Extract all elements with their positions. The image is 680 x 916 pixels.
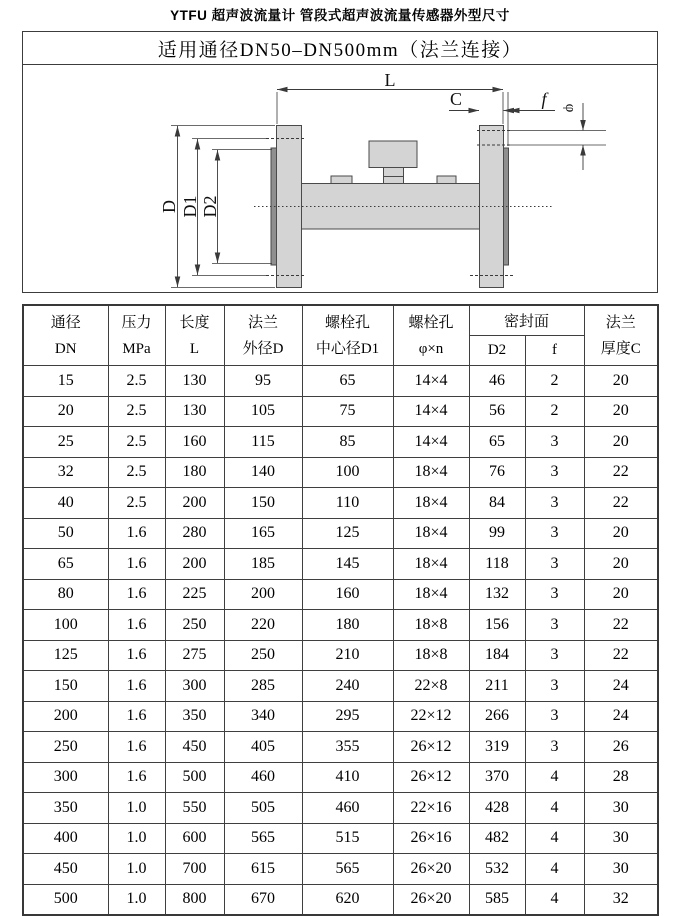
table-cell: 1.0	[108, 793, 165, 824]
table-cell: 450	[23, 854, 108, 885]
table-cell: 500	[165, 762, 224, 793]
header-line: 法兰	[247, 314, 278, 331]
table-cell: 2	[525, 396, 584, 427]
table-cell: 600	[165, 823, 224, 854]
table-cell: 3	[525, 732, 584, 763]
table-cell: 40	[23, 488, 108, 519]
table-cell: 56	[469, 396, 525, 427]
table-cell: 76	[469, 457, 525, 488]
table-cell: 24	[584, 671, 658, 702]
header-length	[165, 305, 224, 366]
table-cell: 25	[23, 427, 108, 458]
header-seal-f: f	[525, 336, 584, 366]
table-row	[23, 457, 658, 488]
table-cell: 1.6	[108, 549, 165, 580]
table-cell: 3	[525, 610, 584, 641]
table-cell: 350	[23, 793, 108, 824]
table-cell: 532	[469, 854, 525, 885]
table-cell: 26×12	[393, 762, 469, 793]
table-cell: 165	[224, 518, 302, 549]
table-cell: 132	[469, 579, 525, 610]
table-cell: 28	[584, 762, 658, 793]
table-cell: 275	[165, 640, 224, 671]
table-cell: 670	[224, 884, 302, 915]
table-cell: 145	[302, 549, 393, 580]
table-cell: 450	[165, 732, 224, 763]
header-line: 压力	[121, 314, 152, 331]
table-cell: 80	[23, 579, 108, 610]
table-cell: 18×8	[393, 610, 469, 641]
table-cell: 20	[584, 366, 658, 397]
table-cell: 240	[302, 671, 393, 702]
dim-label-bolt-hole-dia: φ	[562, 103, 578, 113]
table-row	[23, 549, 658, 580]
dim-label-length: L	[384, 70, 396, 90]
table-cell: 26×20	[393, 854, 469, 885]
junction-box	[369, 141, 417, 168]
table-cell: 3	[525, 518, 584, 549]
table-row	[23, 854, 658, 885]
table-cell: 460	[302, 793, 393, 824]
sensor-outline-drawing	[0, 0, 680, 300]
table-cell: 22	[584, 457, 658, 488]
table-cell: 3	[525, 427, 584, 458]
table-cell: 280	[165, 518, 224, 549]
table-cell: 20	[584, 549, 658, 580]
table-cell: 285	[224, 671, 302, 702]
table-cell: 30	[584, 854, 658, 885]
table-row	[23, 366, 658, 397]
table-cell: 14×4	[393, 396, 469, 427]
table-cell: 700	[165, 854, 224, 885]
table-cell: 410	[302, 762, 393, 793]
table-row	[23, 732, 658, 763]
table-cell: 2	[525, 366, 584, 397]
table-cell: 295	[302, 701, 393, 732]
table-cell: 105	[224, 396, 302, 427]
table-cell: 3	[525, 671, 584, 702]
table-cell: 110	[302, 488, 393, 519]
junction-box-neck	[384, 168, 404, 184]
table-cell: 210	[302, 640, 393, 671]
table-cell: 150	[224, 488, 302, 519]
header-line: 法兰	[605, 314, 636, 331]
table-row	[23, 884, 658, 915]
table-row	[23, 579, 658, 610]
table-cell: 2.5	[108, 488, 165, 519]
dimension-table-body	[23, 366, 658, 916]
table-cell: 85	[302, 427, 393, 458]
table-cell: 1.6	[108, 762, 165, 793]
header-flange-od	[224, 305, 302, 366]
table-header	[23, 305, 658, 366]
table-cell: 184	[469, 640, 525, 671]
applicable-range-subtitle: 适用通径DN50–DN500mm（法兰连接）	[23, 32, 657, 65]
table-row	[23, 488, 658, 519]
dim-label-bolt-circle: D1	[180, 195, 200, 218]
table-cell: 156	[469, 610, 525, 641]
table-cell: 400	[23, 823, 108, 854]
header-line: DN	[54, 340, 77, 357]
table-cell: 319	[469, 732, 525, 763]
table-cell: 125	[302, 518, 393, 549]
table-cell: 225	[165, 579, 224, 610]
table-cell: 428	[469, 793, 525, 824]
table-row	[23, 823, 658, 854]
table-cell: 250	[165, 610, 224, 641]
header-line: 螺栓孔	[324, 314, 370, 331]
table-row	[23, 427, 658, 458]
table-cell: 200	[165, 488, 224, 519]
table-cell: 1.6	[108, 640, 165, 671]
table-cell: 2.5	[108, 366, 165, 397]
table-cell: 22×12	[393, 701, 469, 732]
table-cell: 2.5	[108, 427, 165, 458]
table-cell: 24	[584, 701, 658, 732]
table-cell: 30	[584, 793, 658, 824]
table-cell: 22	[584, 640, 658, 671]
header-flange-thickness	[584, 305, 658, 366]
table-cell: 22×8	[393, 671, 469, 702]
header-seal-d2: D2	[469, 336, 525, 366]
table-row	[23, 518, 658, 549]
header-bolt-circle	[302, 305, 393, 366]
dim-label-flange-od: D	[159, 200, 179, 213]
table-cell: 4	[525, 884, 584, 915]
left-seal-face	[271, 148, 277, 265]
table-cell: 200	[165, 549, 224, 580]
table-cell: 355	[302, 732, 393, 763]
table-cell: 1.0	[108, 884, 165, 915]
table-row	[23, 671, 658, 702]
table-row	[23, 396, 658, 427]
table-cell: 30	[584, 823, 658, 854]
table-cell: 130	[165, 396, 224, 427]
table-cell: 140	[224, 457, 302, 488]
table-cell: 350	[165, 701, 224, 732]
table-cell: 1.6	[108, 579, 165, 610]
table-cell: 460	[224, 762, 302, 793]
table-cell: 1.6	[108, 701, 165, 732]
table-cell: 3	[525, 488, 584, 519]
table-cell: 300	[165, 671, 224, 702]
table-cell: 340	[224, 701, 302, 732]
table-cell: 95	[224, 366, 302, 397]
header-line: φ×n	[418, 340, 444, 357]
table-cell: 26×12	[393, 732, 469, 763]
table-row	[23, 701, 658, 732]
page-title: YTFU 超声波流量计 管段式超声波流量传感器外型尺寸	[170, 8, 510, 23]
dim-label-seal-face-height: f	[541, 89, 547, 109]
table-cell: 160	[165, 427, 224, 458]
header-line: 通径	[50, 314, 81, 331]
table-cell: 180	[165, 457, 224, 488]
table-cell: 22	[584, 488, 658, 519]
table-cell: 4	[525, 762, 584, 793]
table-cell: 115	[224, 427, 302, 458]
table-cell: 220	[224, 610, 302, 641]
table-cell: 22	[584, 610, 658, 641]
table-cell: 515	[302, 823, 393, 854]
header-bolt-holes	[393, 305, 469, 366]
table-cell: 180	[302, 610, 393, 641]
table-cell: 200	[23, 701, 108, 732]
table-cell: 565	[302, 854, 393, 885]
header-line: MPa	[122, 340, 151, 357]
table-cell: 14×4	[393, 427, 469, 458]
header-line: 长度	[179, 314, 210, 331]
table-cell: 500	[23, 884, 108, 915]
table-cell: 20	[584, 427, 658, 458]
table-cell: 4	[525, 823, 584, 854]
table-cell: 1.6	[108, 671, 165, 702]
table-cell: 150	[23, 671, 108, 702]
table-cell: 22×16	[393, 793, 469, 824]
table-cell: 18×4	[393, 518, 469, 549]
table-cell: 250	[224, 640, 302, 671]
table-cell: 50	[23, 518, 108, 549]
table-cell: 4	[525, 793, 584, 824]
table-cell: 3	[525, 457, 584, 488]
header-line: 螺栓孔	[408, 314, 454, 331]
header-line: 外径D	[242, 340, 284, 357]
table-cell: 615	[224, 854, 302, 885]
table-cell: 125	[23, 640, 108, 671]
table-cell: 550	[165, 793, 224, 824]
header-line: 中心径D1	[315, 340, 380, 357]
table-cell: 18×4	[393, 457, 469, 488]
table-cell: 185	[224, 549, 302, 580]
table-cell: 2.5	[108, 457, 165, 488]
header-line: 厚度C	[600, 340, 641, 357]
table-cell: 3	[525, 701, 584, 732]
table-cell: 160	[302, 579, 393, 610]
table-cell: 18×4	[393, 579, 469, 610]
table-cell: 18×4	[393, 549, 469, 580]
table-cell: 3	[525, 579, 584, 610]
header-nominal-diameter	[23, 305, 108, 366]
dim-label-seal-face-od: D2	[200, 195, 220, 218]
table-row	[23, 762, 658, 793]
table-cell: 84	[469, 488, 525, 519]
table-cell: 3	[525, 549, 584, 580]
table-cell: 3	[525, 640, 584, 671]
table-cell: 26×20	[393, 884, 469, 915]
table-cell: 505	[224, 793, 302, 824]
dim-label-flange-thickness: C	[449, 89, 463, 109]
header-seal-face-group: 密封面	[469, 305, 584, 336]
transducer-right	[437, 176, 456, 184]
table-cell: 200	[224, 579, 302, 610]
table-cell: 15	[23, 366, 108, 397]
table-cell: 18×4	[393, 488, 469, 519]
table-cell: 250	[23, 732, 108, 763]
table-cell: 620	[302, 884, 393, 915]
table-cell: 26	[584, 732, 658, 763]
header-line: L	[189, 340, 200, 357]
table-cell: 32	[23, 457, 108, 488]
table-cell: 1.0	[108, 823, 165, 854]
header-pressure	[108, 305, 165, 366]
table-cell: 211	[469, 671, 525, 702]
table-cell: 565	[224, 823, 302, 854]
table-cell: 46	[469, 366, 525, 397]
table-cell: 75	[302, 396, 393, 427]
left-flange	[277, 126, 302, 288]
table-cell: 1.0	[108, 854, 165, 885]
table-row	[23, 640, 658, 671]
table-row	[23, 610, 658, 641]
table-cell: 1.6	[108, 610, 165, 641]
table-cell: 20	[23, 396, 108, 427]
table-cell: 4	[525, 854, 584, 885]
table-cell: 800	[165, 884, 224, 915]
table-cell: 2.5	[108, 396, 165, 427]
table-cell: 405	[224, 732, 302, 763]
table-row	[23, 793, 658, 824]
table-cell: 118	[469, 549, 525, 580]
table-cell: 370	[469, 762, 525, 793]
transducer-left	[331, 176, 352, 184]
table-cell: 32	[584, 884, 658, 915]
table-cell: 20	[584, 579, 658, 610]
table-cell: 130	[165, 366, 224, 397]
table-cell: 14×4	[393, 366, 469, 397]
table-cell: 65	[469, 427, 525, 458]
table-cell: 300	[23, 762, 108, 793]
table-cell: 100	[23, 610, 108, 641]
table-cell: 65	[302, 366, 393, 397]
table-cell: 482	[469, 823, 525, 854]
table-cell: 1.6	[108, 732, 165, 763]
dimension-table	[22, 304, 659, 916]
table-cell: 26×16	[393, 823, 469, 854]
table-cell: 1.6	[108, 518, 165, 549]
table-cell: 100	[302, 457, 393, 488]
table-cell: 18×8	[393, 640, 469, 671]
table-cell: 585	[469, 884, 525, 915]
table-cell: 20	[584, 396, 658, 427]
table-cell: 20	[584, 518, 658, 549]
table-cell: 65	[23, 549, 108, 580]
table-cell: 266	[469, 701, 525, 732]
table-cell: 99	[469, 518, 525, 549]
